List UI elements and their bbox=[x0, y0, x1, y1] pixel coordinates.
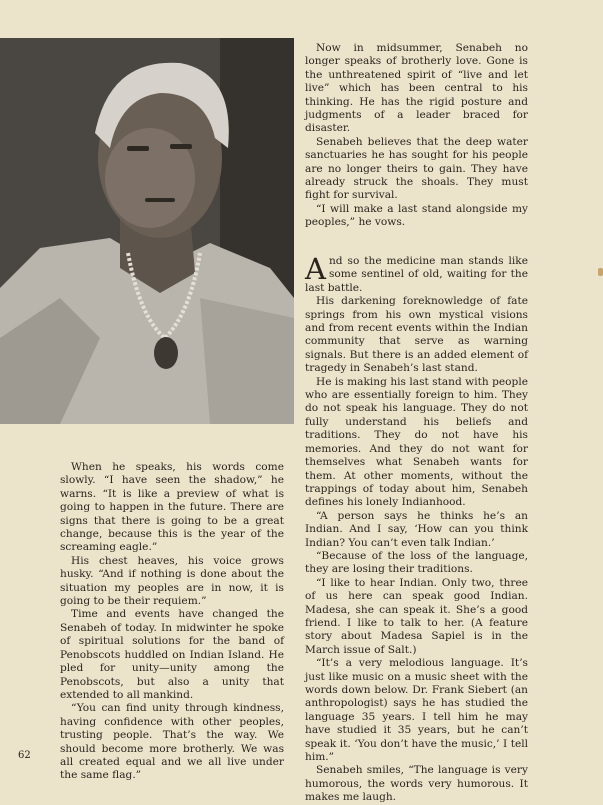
paragraph: Now in midsummer, Senabeh no longer speaks of brotherly love. Gone is the unthreatened spirit of “live and let live” which has been central to his thinking. He has the rigid posture and judgments of a leader braced for disaster. bbox=[305, 42, 528, 135]
lead-paragraph-text: nd so the medicine man stands like some sentinel of old, waiting for the last battle. bbox=[305, 255, 528, 294]
drop-cap: A bbox=[305, 252, 326, 286]
paragraph: “I will make a last stand alongside my peoples,” he vows. bbox=[305, 202, 528, 229]
paragraph: Senabeh believes that the deep water sanctuaries he has sought for his people are no longer theirs to gain. They have already struck the shoals. They must fight for survival. bbox=[305, 135, 528, 202]
paragraph: Time and events have changed the Senabeh of today. In midwinter he spoke of spiritual solutions for the band of Penobscots huddled on Indian Island. He pled for unity—unity among the Penobscots, but also a unity that extended to all mankind. bbox=[60, 608, 284, 701]
edge-mark bbox=[598, 268, 603, 276]
paragraph: “You can find unity through kindness, having confidence with other peoples, trusting people. That’s the way. We should become more brotherly. We was all created equal and we all live under the same flag.” bbox=[60, 702, 284, 782]
portrait-photo-icon bbox=[0, 38, 294, 424]
paragraph: His chest heaves, his voice grows husky. “And if nothing is done about the situation my peoples are in now, it is going to be their requiem.” bbox=[60, 554, 284, 608]
paragraph: When he speaks, his words come slowly. “I have seen the shadow,” he warns. “It is like a preview of what is going to happen in the future. There are signs that there is going to be a great change, because this is the year of the screaming eagle.” bbox=[60, 461, 284, 554]
right-column-bottom bbox=[305, 252, 528, 805]
paragraph: “Because of the loss of the language, they are losing their traditions. bbox=[305, 549, 528, 576]
right-column-top bbox=[305, 42, 528, 230]
paragraph: He is making his last stand with people who are essentially foreign to him. They do not speak his language. They do not fully understand his beliefs and traditions. They do not have his memories. And they do not want for themselves what Senabeh wants for them. At other moments, without the trappings of today about him, Senabeh defines his lonely Indianhood. bbox=[305, 375, 528, 509]
paragraph: “It’s a very melodious language. It’s just like music on a music sheet with the words down below. Dr. Frank Siebert (an anthropologist) says he has studied the language 35 years. I tell him he may have studied it 35 years, but he can’t speak it. ‘You don’t have the music,’ I tell him.” bbox=[305, 657, 528, 764]
lead-paragraph bbox=[305, 252, 528, 295]
paragraph: Senabeh smiles, “The language is very humorous, the words very humorous. It makes me laugh. bbox=[305, 764, 528, 804]
paragraph: “A person says he thinks he’s an Indian. And I say, ‘How can you think Indian? You can’t even talk Indian.’ bbox=[305, 509, 528, 549]
paragraph: “I like to hear Indian. Only two, three of us here can speak good Indian. Madesa, she can speak it. She’s a good friend. I like to talk to her. (A feature story about Madesa Sapiel is in the March issue of Salt.) bbox=[305, 576, 528, 656]
page-number: 62 bbox=[18, 750, 31, 761]
paragraph: His darkening foreknowledge of fate springs from his own mystical visions and from recent events within the Indian community that serve as warning signals. But there is an added element of tragedy in Senabeh’s last stand. bbox=[305, 295, 528, 375]
portrait-photo bbox=[0, 38, 294, 424]
left-column bbox=[60, 461, 284, 783]
